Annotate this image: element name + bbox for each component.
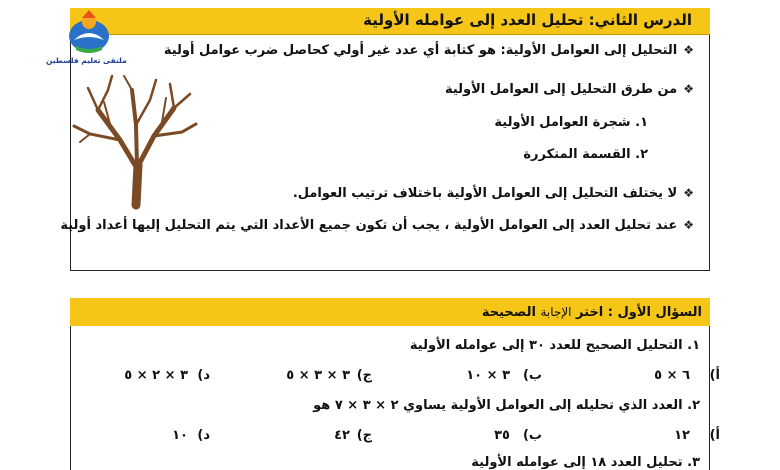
note-definition: ❖التحليل إلى العوامل الأولية: هو كتابة أي عدد غير أولي كحاصل ضرب عوامل أولية <box>163 43 694 58</box>
q2-option-c-label[interactable]: ج) <box>356 428 372 443</box>
q1-option-a[interactable]: ٦ × ٥ <box>654 368 690 383</box>
q1-option-a-label[interactable]: أ) <box>709 368 720 383</box>
right-border <box>709 8 710 270</box>
method-factor-tree: ١. شجرة العوامل الأولية <box>494 115 648 130</box>
q1-option-b[interactable]: ٣ × ١٠ <box>466 368 510 383</box>
bullet-icon: ❖ <box>683 43 694 57</box>
q1-option-c-label[interactable]: ج) <box>356 368 372 383</box>
lesson-title: الدرس الثاني: تحليل العدد إلى عوامله الأولية <box>363 11 692 29</box>
question-2: ٢. العدد الذي تحليله إلى العوامل الأولية يساوي ٢ × ٣ × ٧ هو <box>313 398 700 413</box>
bottom-border <box>70 270 710 271</box>
q2-option-a-label[interactable]: أ) <box>709 428 720 443</box>
q2-option-d-label[interactable]: د) <box>197 428 210 443</box>
q1-option-d-label[interactable]: د) <box>197 368 210 383</box>
q2-option-b-label[interactable]: ب) <box>522 428 542 443</box>
logo-caption: ملتقى تعليم فلسطين <box>46 56 127 65</box>
q2-option-a[interactable]: ١٢ <box>674 428 690 443</box>
note-order: ❖لا يختلف التحليل إلى العوامل الأولية باختلاف ترتيب العوامل. <box>292 186 694 201</box>
note-prime-requirement: ❖عند تحليل العدد إلى العوامل الأولية ، يجب أن تكون جميع الأعداد التي يتم التحليل إليها أعداد أولية <box>60 218 694 233</box>
q1-option-b-label[interactable]: ب) <box>522 368 542 383</box>
question-3: ٣. تحليل العدد ١٨ إلى عوامله الأولية <box>471 455 700 470</box>
q1-option-d[interactable]: ٣ × ٢ × ٥ <box>124 368 188 383</box>
question-1: ١. التحليل الصحيح للعدد ٣٠ إلى عوامله الأولية <box>409 338 700 353</box>
q2-option-d[interactable]: ١٠ <box>172 428 188 443</box>
bullet-icon: ❖ <box>683 218 694 232</box>
q1-option-c[interactable]: ٣ × ٣ × ٥ <box>286 368 350 383</box>
factor-tree-icon <box>70 70 200 210</box>
q2-option-b[interactable]: ٣٥ <box>494 428 510 443</box>
method-repeated-division: ٢. القسمة المتكررة <box>523 147 648 162</box>
q2-option-c[interactable]: ٤٢ <box>334 428 350 443</box>
bullet-icon: ❖ <box>683 186 694 200</box>
bullet-icon: ❖ <box>683 82 694 96</box>
question-heading: السؤال الأول : اختر الإجابة الصحيحة <box>481 305 702 320</box>
note-methods: ❖من طرق التحليل إلى العوامل الأولية <box>444 82 694 97</box>
